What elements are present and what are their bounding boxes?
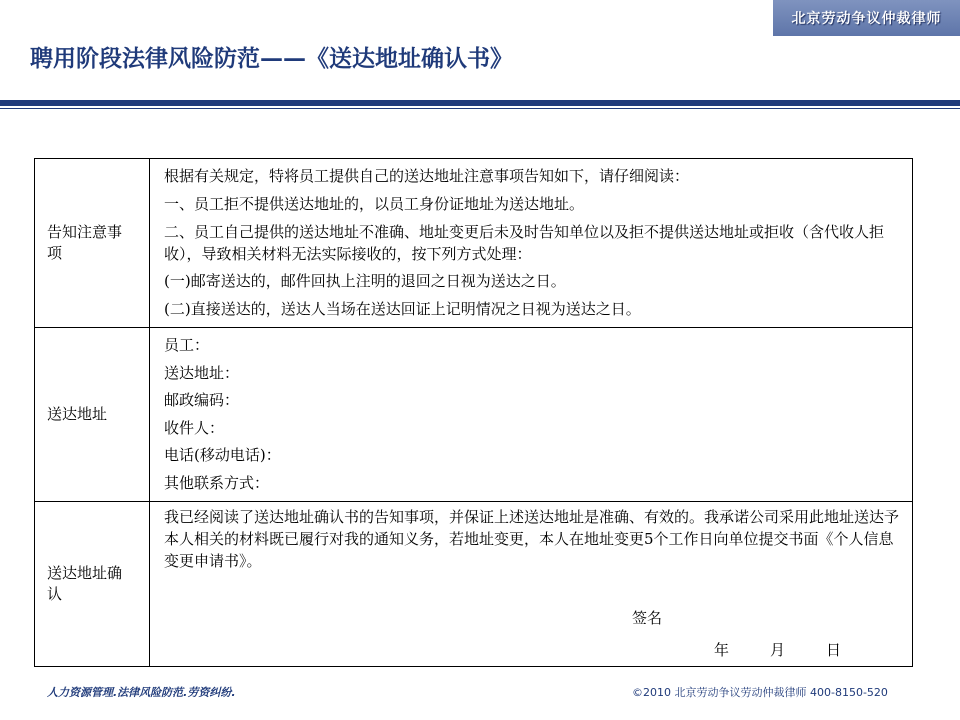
table-row-address	[35, 328, 913, 502]
page-title: 聘用阶段法律风险防范——《送达地址确认书》	[30, 45, 513, 72]
address-fields	[150, 328, 913, 502]
header-divider-thick	[0, 100, 960, 106]
notice-line: (一)邮寄送达的，邮件回执上注明的退回之日视为送达之日。	[164, 272, 566, 290]
table-row-notice	[35, 159, 913, 328]
field-employee: 员工：	[164, 336, 210, 354]
brand-banner: 北京劳动争议仲裁律师	[773, 0, 960, 36]
table-row-confirmation	[35, 502, 913, 667]
date-day: 日	[826, 641, 842, 659]
date-month: 月	[770, 641, 786, 659]
notice-line: 根据有关规定，特将员工提供自己的送达地址注意事项告知如下，请仔细阅读：	[164, 167, 690, 185]
header-divider-thin	[0, 108, 960, 109]
row-label-notice: 告知注意事项	[35, 159, 150, 328]
footer-tagline: 人力资源管理.法律风险防范.劳资纠纷.	[47, 686, 236, 699]
confirmation-text: 我已经阅读了送达地址确认书的告知事项，并保证上述送达地址是准确、有效的。我承诺公司采用此地址送达予本人相关的材料既已履行对我的通知义务，若地址变更，本人在地址变更5个工作日向单位提交书面《个人信息变更申请书》。	[164, 508, 900, 570]
field-postcode: 邮政编码：	[164, 391, 240, 409]
confirmation-content	[150, 502, 913, 667]
field-phone: 电话(移动电话)：	[164, 446, 281, 464]
notice-line: (二)直接送达的，送达人当场在送达回证上记明情况之日视为送达之日。	[164, 299, 641, 318]
notice-content	[150, 159, 913, 328]
field-other-contact: 其他联系方式：	[164, 473, 270, 492]
footer-copyright: ©2010 北京劳动争议劳动仲裁律师 400-8150-520	[632, 686, 888, 699]
date-year: 年	[714, 641, 730, 659]
address-confirmation-table	[34, 158, 913, 667]
field-recipient: 收件人：	[164, 418, 225, 437]
notice-line: 一、员工拒不提供送达地址的，以员工身份证地址为送达地址。	[164, 194, 585, 213]
row-label-confirmation: 送达地址确认	[35, 502, 150, 667]
notice-line: 二、员工自己提供的送达地址不准确、地址变更后未及时告知单位以及拒不提供送达地址或拒收（含代收人拒收），导致相关材料无法实际接收的，按下列方式处理：	[164, 223, 885, 263]
date-line	[714, 638, 900, 662]
field-address: 送达地址：	[164, 363, 240, 382]
signature-label: 签名	[632, 609, 663, 627]
row-label-address: 送达地址	[35, 328, 150, 502]
